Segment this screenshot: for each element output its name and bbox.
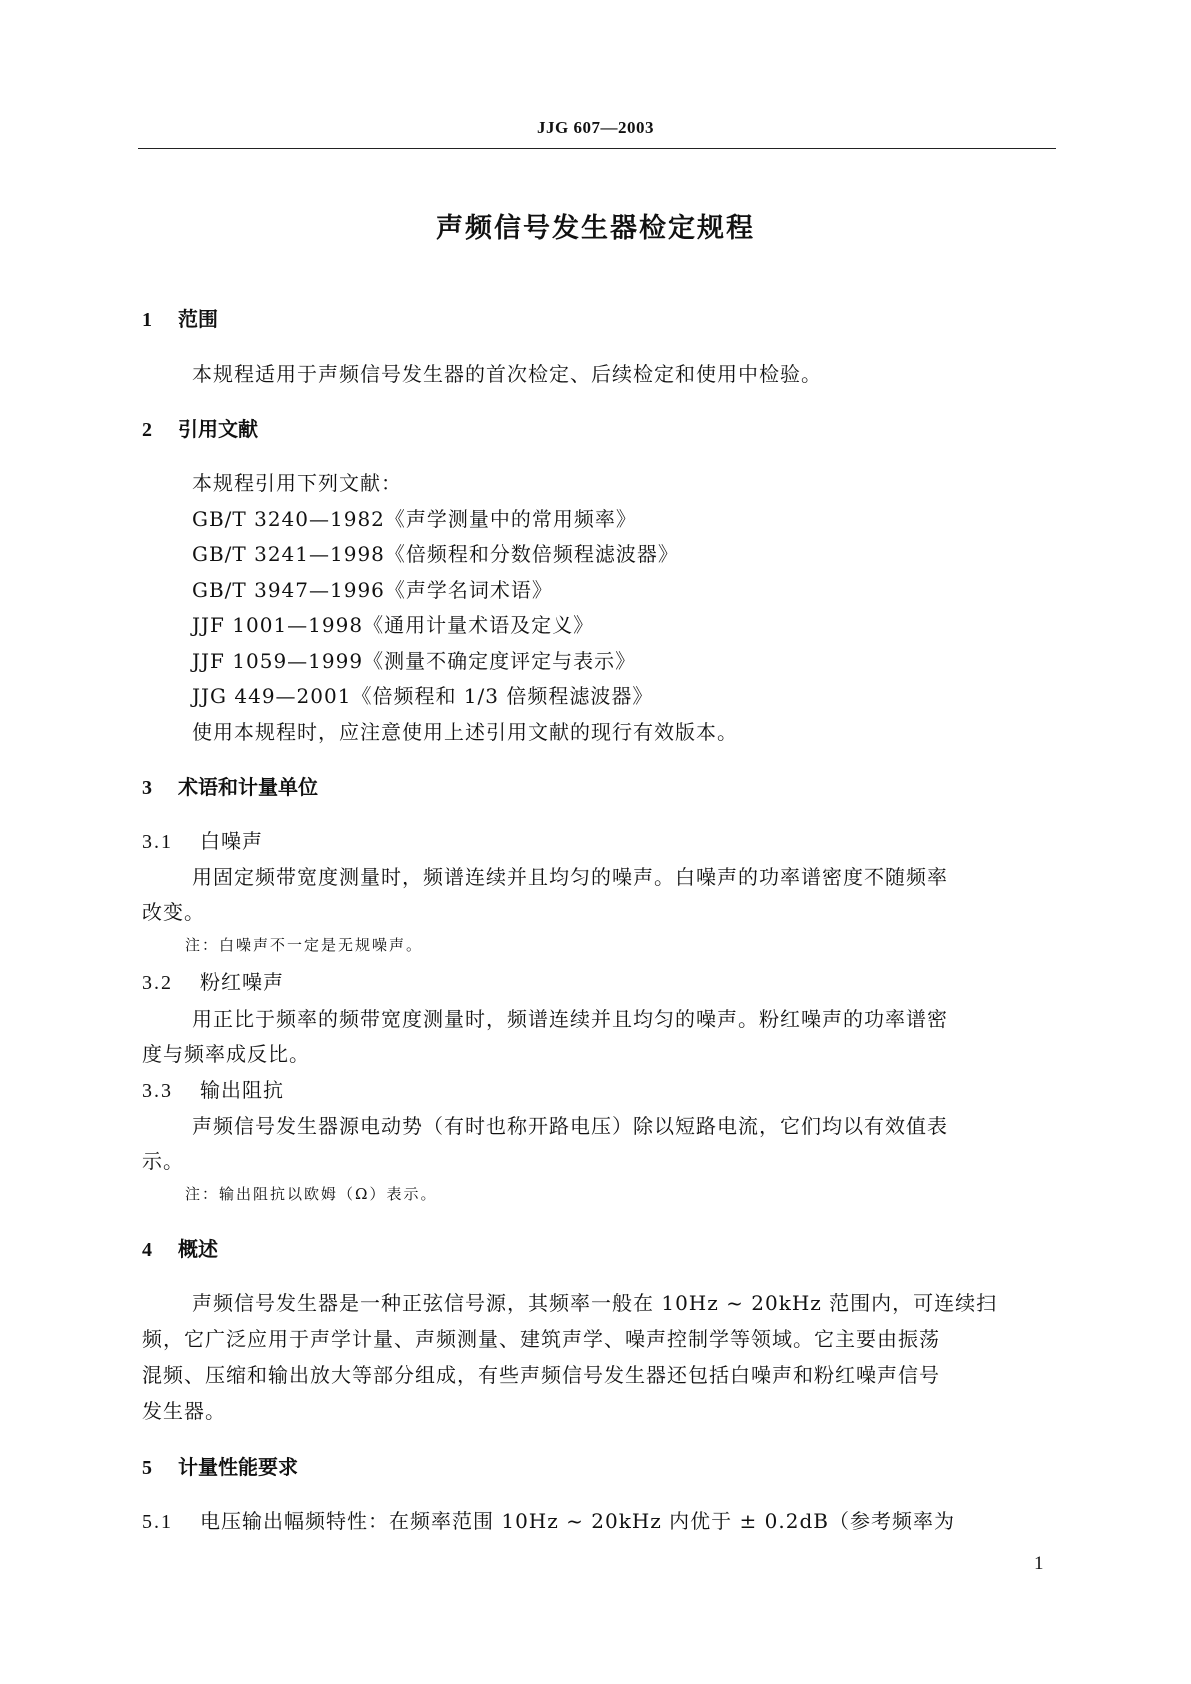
section-number: 1 [142, 309, 152, 331]
references-outro: 使用本规程时，应注意使用上述引用文献的现行有效版本。 [192, 720, 738, 744]
section-title: 术语和计量单位 [178, 775, 318, 799]
section-title: 计量性能要求 [178, 1455, 298, 1479]
document-code-header: JJG 607—2003 [537, 118, 654, 137]
section-title: 范围 [178, 307, 218, 331]
section-2-heading [142, 413, 258, 442]
section-3-heading [142, 771, 318, 800]
subsection-3-2-heading [142, 966, 284, 995]
section-1-paragraph: 本规程适用于声频信号发生器的首次检定、后续检定和使用中检验。 [192, 362, 822, 386]
section-4-text-line: 混频、压缩和输出放大等部分组成，有些声频信号发生器还包括白噪声和粉红噪声信号 [142, 1363, 940, 1387]
reference-item: GB/T 3241—1998《倍频程和分数倍频程滤波器》 [192, 542, 679, 566]
subsection-number: 3.1 [142, 831, 173, 853]
section-4-heading [142, 1233, 218, 1262]
reference-item: JJF 1001—1998《通用计量术语及定义》 [192, 613, 595, 637]
section-title: 引用文献 [178, 417, 258, 441]
subsection-3-1-note: 注：白噪声不一定是无规噪声。 [185, 936, 424, 954]
subsection-3-2-text-line: 度与频率成反比。 [142, 1042, 310, 1066]
references-intro: 本规程引用下列文献： [192, 471, 402, 495]
subsection-title: 粉红噪声 [200, 970, 284, 994]
reference-item: JJF 1059—1999《测量不确定度评定与表示》 [192, 649, 637, 673]
subsection-5-1 [142, 1505, 955, 1534]
subsection-3-1-text-line: 用固定频带宽度测量时，频谱连续并且均匀的噪声。白噪声的功率谱密度不随频率 [192, 865, 948, 889]
subsection-3-3-heading [142, 1074, 284, 1103]
section-4-text-line: 声频信号发生器是一种正弦信号源，其频率一般在 10Hz ~ 20kHz 范围内，可连续扫 [192, 1291, 998, 1315]
subsection-number: 3.3 [142, 1080, 173, 1102]
subsection-number: 3.2 [142, 972, 173, 994]
section-number: 5 [142, 1457, 152, 1479]
subsection-3-2-text-line: 用正比于频率的频带宽度测量时，频谱连续并且均匀的噪声。粉红噪声的功率谱密 [192, 1007, 948, 1031]
section-5-heading [142, 1451, 298, 1480]
page-number: 1 [1034, 1553, 1044, 1574]
section-4-text-line: 频，它广泛应用于声学计量、声频测量、建筑声学、噪声控制学等领域。它主要由振荡 [142, 1327, 940, 1351]
section-number: 4 [142, 1239, 152, 1261]
section-4-text-line: 发生器。 [142, 1399, 226, 1423]
section-number: 2 [142, 419, 152, 441]
reference-item: GB/T 3240—1982《声学测量中的常用频率》 [192, 507, 637, 531]
subsection-title: 输出阻抗 [200, 1078, 284, 1102]
subsection-3-3-text-line: 声频信号发生器源电动势（有时也称开路电压）除以短路电流，它们均以有效值表 [192, 1114, 948, 1138]
subsection-3-3-text-line: 示。 [142, 1149, 184, 1173]
subsection-3-1-text-line: 改变。 [142, 900, 205, 924]
document-title: 声频信号发生器检定规程 [436, 213, 755, 244]
subsection-3-1-heading [142, 825, 263, 854]
subsection-text: 电压输出幅频特性：在频率范围 10Hz ~ 20kHz 内优于 ± 0.2dB（参考频率为 [200, 1509, 955, 1533]
subsection-title: 白噪声 [200, 829, 263, 853]
header-divider [138, 148, 1056, 149]
subsection-3-3-note: 注：输出阻抗以欧姆（Ω）表示。 [185, 1185, 438, 1203]
section-title: 概述 [178, 1237, 218, 1261]
section-number: 3 [142, 777, 152, 799]
reference-item: GB/T 3947—1996《声学名词术语》 [192, 578, 553, 602]
subsection-number: 5.1 [142, 1511, 173, 1533]
section-1-heading [142, 303, 218, 332]
reference-item: JJG 449—2001《倍频程和 1/3 倍频程滤波器》 [192, 684, 654, 708]
